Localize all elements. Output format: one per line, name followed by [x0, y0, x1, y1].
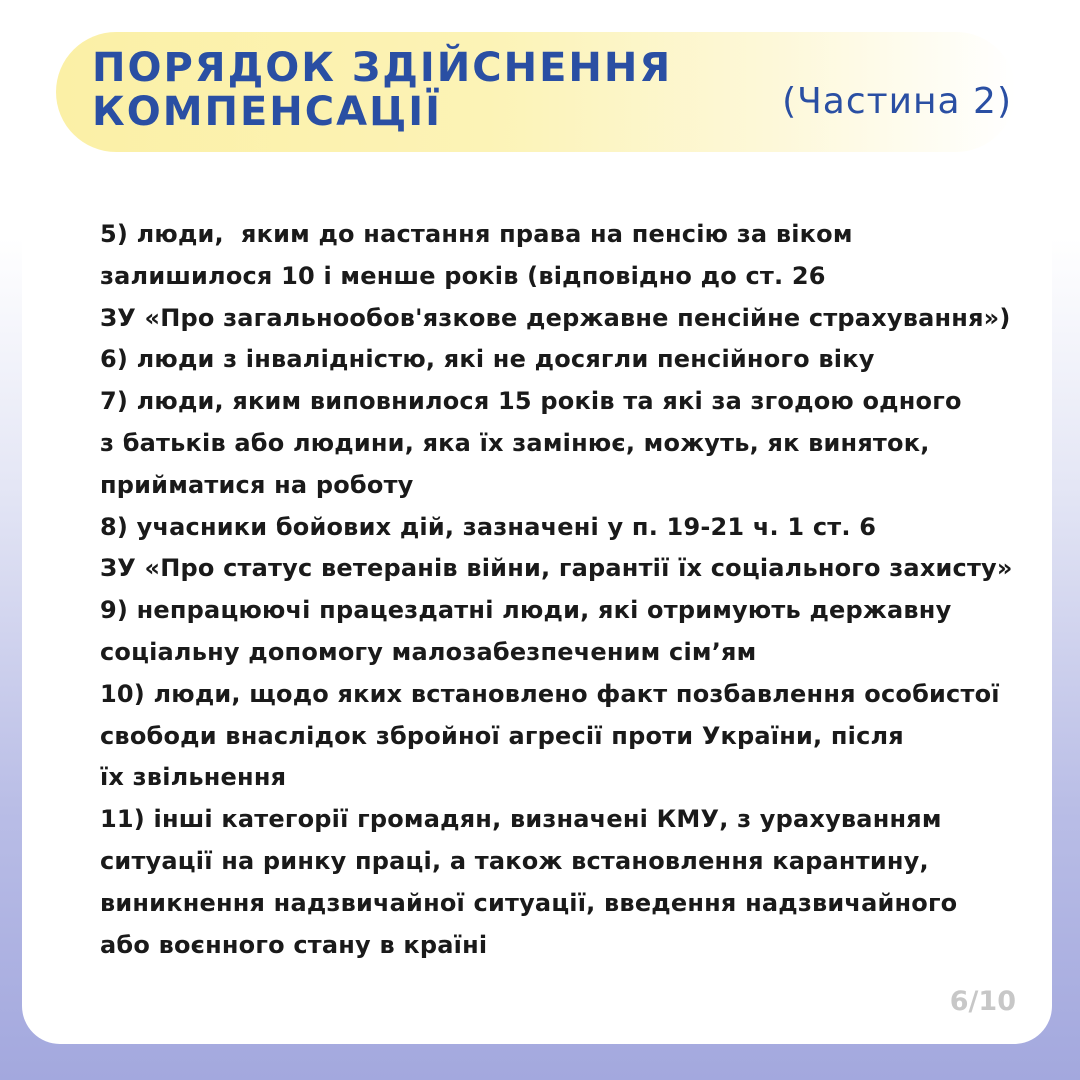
item-continuation-line: або воєнного стану в країні [100, 930, 488, 959]
item-number: 8) [100, 512, 129, 541]
item-continuation-line: їх звільнення [100, 763, 287, 792]
item-number-badge [100, 674, 145, 716]
item-number-badge [100, 799, 145, 841]
item-first-line [100, 674, 1000, 716]
list-item [100, 799, 1000, 966]
title-line: ПОРЯДОК ЗДІЙСНЕННЯ [92, 45, 673, 91]
item-first-line [100, 339, 1000, 381]
title-line: КОМПЕНСАЦІЇ [92, 89, 442, 135]
page-title [92, 46, 672, 134]
item-continuation-line: ЗУ «Про статус ветеранів війни, гарантії їх соціального захисту» [100, 554, 1013, 583]
item-first-line [100, 590, 1000, 632]
item-continuation-line: ситуації на ринку праці, а також встановлення карантину, [100, 846, 929, 875]
item-text: учасники бойових дій, зазначені у п. 19-21 ч. 1 ст. 6 [128, 512, 877, 541]
page-counter: 6/10 [949, 986, 1016, 1017]
item-text: люди, яким виповнилося 15 років та які за згодою одного [128, 387, 962, 416]
item-continuation-line: залишилося 10 і менше років (відповідно до ст. 26 [100, 261, 826, 290]
item-continuation-line: свободи внаслідок збройної агресії проти України, після [100, 721, 904, 750]
eligible-categories-list [100, 214, 1013, 966]
item-first-line [100, 214, 1000, 256]
item-number: 7) [100, 387, 129, 416]
part-subtitle: (Частина 2) [782, 81, 1012, 122]
list-item [100, 507, 1013, 591]
item-text: люди, яким до настання права на пенсію за віком [128, 220, 853, 248]
item-number-badge [100, 214, 128, 256]
item-text: непрацюючі працездатні люди, які отримують державну [128, 596, 952, 625]
item-continuation-line: з батьків або людини, яка їх замінює, можуть, як виняток, [100, 428, 930, 457]
item-continuation-line: соціальну допомогу малозабезпеченим сім’ям [100, 637, 757, 666]
item-first-line [100, 381, 1000, 423]
item-number: 11) [100, 805, 145, 834]
item-number: 10) [100, 679, 145, 708]
item-continuation-line: виникнення надзвичайної ситуації, введення надзвичайного [100, 888, 958, 917]
item-text: інші категорії громадян, визначені КМУ, з урахуванням [144, 805, 942, 834]
item-text: люди, щодо яких встановлено факт позбавлення особистої [144, 679, 1000, 708]
item-text: люди з інвалідністю, які не досягли пенсійного віку [128, 345, 875, 374]
item-continuation-line: прийматися на роботу [100, 470, 414, 499]
item-number-badge [100, 507, 128, 549]
item-number-badge [100, 381, 128, 423]
list-item [100, 590, 1000, 674]
item-number: 5) [100, 220, 129, 248]
item-number-badge [100, 339, 128, 381]
item-first-line [100, 507, 1000, 549]
list-item [100, 339, 1000, 381]
list-item [100, 214, 1011, 339]
item-number: 6) [100, 345, 129, 374]
item-number-badge [100, 590, 128, 632]
item-continuation-line: ЗУ «Про загальнообов'язкове державне пенсійне страхування») [100, 303, 1011, 332]
item-number: 9) [100, 596, 129, 625]
item-first-line [100, 799, 1000, 841]
list-item [100, 381, 1000, 506]
list-item [100, 674, 1000, 799]
